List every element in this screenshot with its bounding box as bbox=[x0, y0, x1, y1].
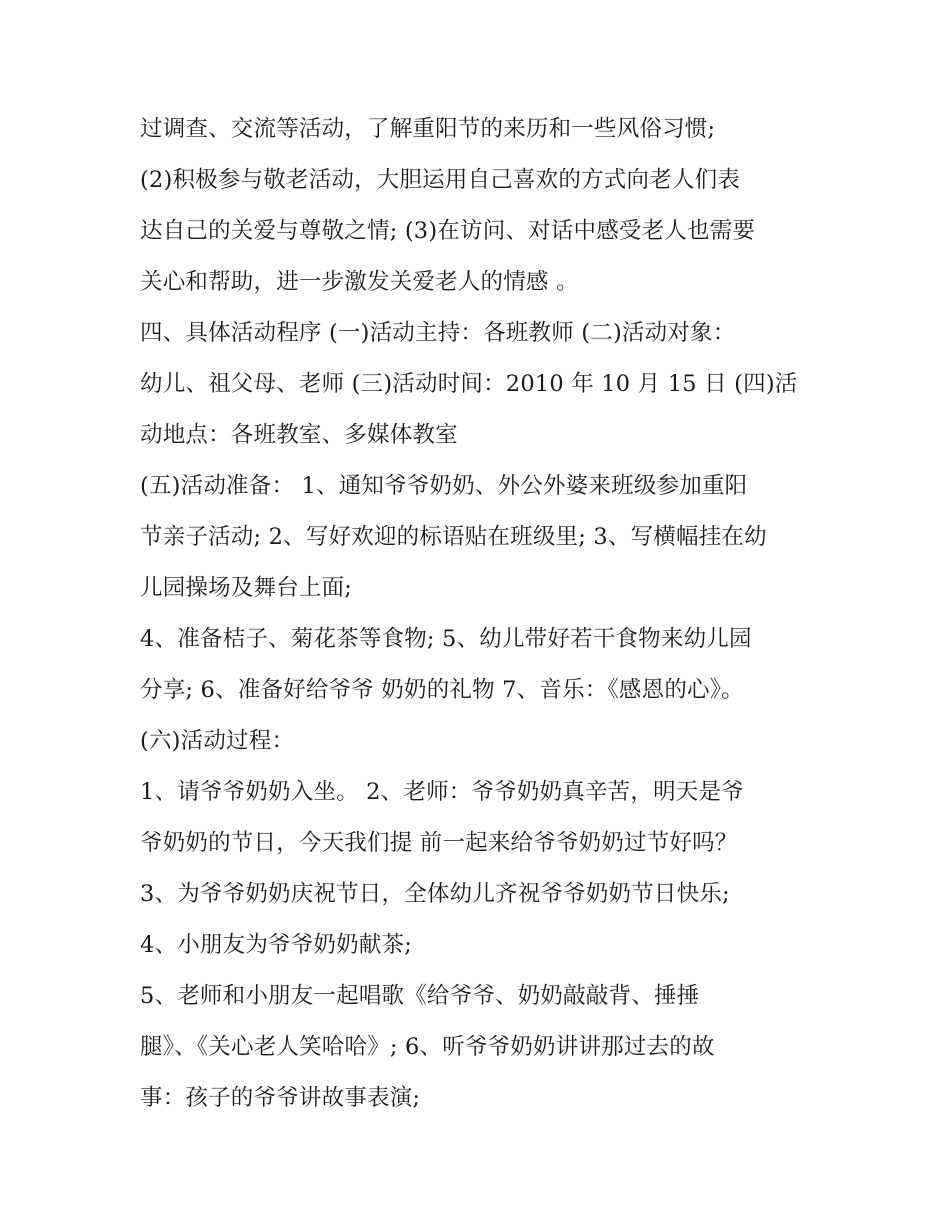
text-line: 腿》、《关心老人笑哈哈》; 6、听爷爷奶奶讲讲那过去的故 bbox=[140, 1034, 715, 1060]
text-line: 过调查、交流等活动，了解重阳节的来历和一些风俗习惯; bbox=[140, 116, 716, 142]
text-line: 4、小朋友为爷爷奶奶献茶; bbox=[140, 932, 412, 958]
text-line: 3、为爷爷奶奶庆祝节日，全体幼儿齐祝爷爷奶奶节日快乐; bbox=[140, 881, 730, 907]
text-line: 四、具体活动程序 (一)活动主持：各班教师 (二)活动对象： bbox=[140, 320, 736, 346]
text-line: 儿园操场及舞台上面; bbox=[140, 575, 353, 601]
text-line: 1、请爷爷奶奶入坐。 2、老师：爷爷奶奶真辛苦，明天是爷 bbox=[140, 779, 744, 805]
text-line: 关心和帮助，进一步激发关爱老人的情感 。 bbox=[140, 269, 579, 295]
text-line: 节亲子活动; 2、写好欢迎的标语贴在班级里; 3、写横幅挂在幼 bbox=[140, 524, 767, 550]
text-line: 动地点：各班教室、多媒体教室 bbox=[140, 422, 458, 448]
document-body bbox=[140, 104, 820, 1124]
text-line: 达自己的关爱与尊敬之情; (3)在访问、对话中感受老人也需要 bbox=[140, 218, 756, 244]
text-line: 幼儿、祖父母、老师 (三)活动时间：2010 年 10 月 15 日 (四)活 bbox=[140, 371, 798, 397]
text-line: (六)活动过程： bbox=[140, 728, 295, 754]
text-line: 爷奶奶的节日，今天我们提 前一起来给爷爷奶奶过节好吗？ bbox=[140, 830, 738, 856]
text-line: 4、准备桔子、菊花茶等食物; 5、幼儿带好若干食物来幼儿园 bbox=[140, 626, 752, 652]
text-line: (2)积极参与敬老活动，大胆运用自己喜欢的方式向老人们表 bbox=[140, 167, 740, 193]
text-line: 5、老师和小朋友一起唱歌《给爷爷、奶奶敲敲背、捶捶 bbox=[140, 983, 700, 1009]
text-line: 分享; 6、准备好给爷爷 奶奶的礼物 7、音乐：《感恩的心》。 bbox=[140, 677, 744, 703]
text-line: 事：孩子的爷爷讲故事表演; bbox=[140, 1085, 421, 1111]
text-line: (五)活动准备： 1、通知爷爷奶奶、外公外婆来班级参加重阳 bbox=[140, 473, 748, 499]
